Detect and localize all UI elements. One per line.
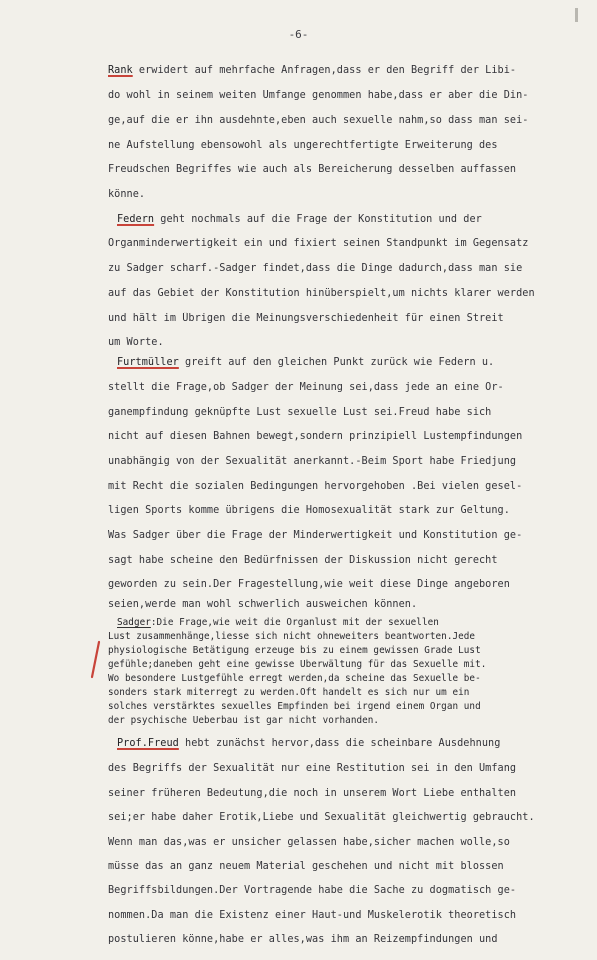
text-line: nicht auf diesen Bahnen bewegt,sondern prinzipiell Lustempfindungen [108,431,523,442]
text-line: sonders stark miterregt zu werden.Oft handelt es sich nur um ein [108,687,470,698]
text-line: ge,auf die er ihn ausdehnte,eben auch sexuelle nahm,so dass man sei- [108,115,529,126]
text-line: seiner früheren Bedeutung,die noch in unserem Wort Liebe enthalten [108,788,517,799]
text-line: Federn geht nochmals auf die Frage der Konstitution und der [117,214,482,225]
text-line: des Begriffs der Sexualität nur eine Restitution sei in den Umfang [108,763,517,774]
text-line: ligen Sports komme übrigens die Homosexualität stark zur Geltung. [108,505,510,516]
text-line: nommen.Da man die Existenz einer Haut-und Muskelerotik theoretisch [108,910,517,921]
text-line: der psychische Ueberbau ist gar nicht vorhanden. [108,715,380,726]
text-line: mit Recht die sozialen Bedingungen hervorgehoben .Bei vielen gesel- [108,481,523,492]
speaker-name: Sadger [117,617,151,628]
text-line: und hält im Übrigen die Meinungsverschiedenheit für einen Streit [108,313,504,324]
text-line: postulieren könne,habe er alles,was ihm an Reizempfindungen und [108,934,498,945]
text-line: seien,werde man wohl schwerlich ausweichen können. [108,599,418,610]
text-line: do wohl in seinem weiten Umfange genommen habe,dass er aber die Din- [108,90,529,101]
text-line: Rank erwidert auf mehrfache Anfragen,dass er den Begriff der Libi- [108,65,517,76]
text-line: Sadger:Die Frage,wie weit die Organlust mit der sexuellen [117,617,439,628]
text-line: Begriffsbildungen.Der Vortragende habe die Sache zu dogmatisch ge- [108,885,517,896]
text-line: auf das Gebiet der Konstitution hinüberspielt,um nichts klarer werden [108,288,535,299]
corner-pencil-mark [575,8,578,22]
text-line: ganempfindung geknüpfte Lust sexuelle Lust sei.Freud habe sich [108,407,492,418]
speaker-name: Furtmüller [117,357,179,368]
text-line: gefühle;daneben geht eine gewisse Überwältung für das Sexuelle mit. [108,659,487,670]
speaker-name: Federn [117,214,155,225]
text-line: zu Sadger scharf.-Sadger findet,dass die Dinge dadurch,dass man sie [108,263,523,274]
text-line: Prof.Freud hebt zunächst hervor,dass die scheinbare Ausdehnung [117,738,501,749]
text-line: unabhängig von der Sexualität anerkannt.-Beim Sport habe Friedjung [108,456,517,467]
text-line: geworden zu sein.Der Fragestellung,wie weit diese Dinge angeboren [108,579,510,590]
text-line: Freudschen Begriffes wie auch als Bereicherung desselben auffassen [108,164,517,175]
text-line: sei;er habe daher Erotik,Liebe und Sexualität gleichwertig gebraucht. [108,812,535,823]
text-line: um Worte. [108,337,164,348]
text-line: solches verstärktes sexuelles Empfinden bei irgend einem Organ und [108,701,481,712]
page-number: -6- [288,28,309,41]
text-line: Was Sadger über die Frage der Minderwertigkeit und Konstitution ge- [108,530,523,541]
text-line: Furtmüller greift auf den gleichen Punkt zurück wie Federn u. [117,357,495,368]
text-line: Organminderwertigkeit ein und fixiert seinen Standpunkt im Gegensatz [108,238,529,249]
text-line: müsse das an ganz neuem Material geschehen und nicht mit blossen [108,861,504,872]
text-line: sagt habe scheine den Bedürfnissen der Diskussion nicht gerecht [108,555,498,566]
text-line: stellt die Frage,ob Sadger der Meinung sei,dass jede an eine Or- [108,382,504,393]
red-margin-mark [88,640,102,680]
text-line: physiologische Betätigung erzeuge bis zu einem gewissen Grade Lust [108,645,481,656]
text-line: Wenn man das,was er unsicher gelassen habe,sicher machen wolle,so [108,837,510,848]
text-line: ne Aufstellung ebensowohl als ungerechtfertigte Erweiterung des [108,140,498,151]
speaker-name: Prof.Freud [117,738,179,749]
speaker-name: Rank [108,65,133,76]
text-line: Wo besondere Lustgefühle erregt werden,da scheine das Sexuelle be- [108,673,481,684]
text-line: Lust zusammenhänge,liesse sich nicht ohneweiters beantworten.Jede [108,631,476,642]
text-line: könne. [108,189,146,200]
